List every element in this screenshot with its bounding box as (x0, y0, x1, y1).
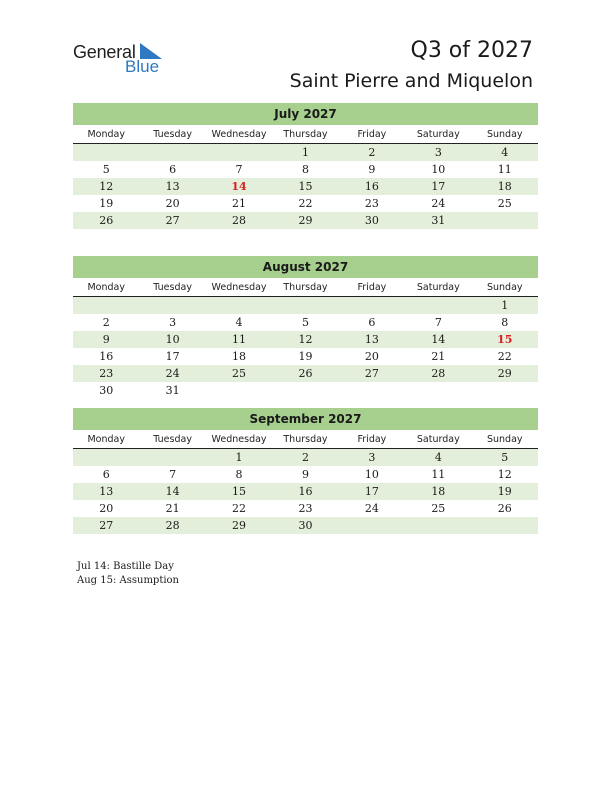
weekday-label: Sunday (486, 129, 523, 140)
day-cell: 25 (497, 197, 512, 210)
week-row (73, 348, 538, 365)
weekday-label: Thursday (283, 434, 328, 445)
day-cell: 23 (99, 367, 114, 380)
weekday-header-row (73, 431, 538, 449)
page-subtitle: Saint Pierre and Miquelon (289, 70, 533, 92)
weekday-header-row (73, 126, 538, 144)
weekday-label: Friday (357, 434, 387, 445)
day-cell: 16 (99, 350, 114, 363)
day-cell: 23 (298, 502, 313, 515)
day-cell: 1 (301, 146, 309, 159)
day-cell: 2 (368, 146, 376, 159)
weekday-label: Friday (357, 129, 387, 140)
weekday-label: Tuesday (153, 282, 192, 293)
day-cell: 3 (434, 146, 442, 159)
month-calendar-september (73, 408, 538, 534)
logo-blue-text: Blue (125, 57, 160, 76)
weekday-label: Monday (87, 129, 125, 140)
day-cell: 22 (232, 502, 247, 515)
day-cell: 5 (301, 316, 309, 329)
day-cell (272, 382, 338, 399)
day-cell: 12 (497, 468, 512, 481)
day-cell: 7 (169, 468, 177, 481)
day-cell: 28 (431, 367, 446, 380)
day-cell: 8 (301, 163, 309, 176)
week-row (73, 365, 538, 382)
day-cell (206, 144, 272, 161)
day-cell: 29 (232, 519, 247, 532)
week-row (73, 212, 538, 229)
day-cell: 31 (431, 214, 446, 227)
day-cell: 2 (102, 316, 110, 329)
day-cell: 22 (298, 197, 313, 210)
weekday-label: Thursday (283, 129, 328, 140)
week-row (73, 382, 538, 399)
week-row (73, 500, 538, 517)
day-cell (339, 382, 405, 399)
day-cell (73, 144, 139, 161)
day-cell: 26 (497, 502, 512, 515)
day-cell: 27 (99, 519, 114, 532)
day-cell: 18 (232, 350, 247, 363)
holiday-day-cell: 14 (231, 180, 247, 193)
day-cell: 28 (165, 519, 180, 532)
day-cell: 30 (99, 384, 114, 397)
weekday-label: Tuesday (153, 434, 192, 445)
day-cell: 7 (235, 163, 243, 176)
day-cell: 19 (99, 197, 114, 210)
day-cell: 6 (102, 468, 110, 481)
day-cell (405, 517, 471, 534)
day-cell: 24 (364, 502, 379, 515)
day-cell: 6 (368, 316, 376, 329)
day-cell: 30 (364, 214, 379, 227)
weekday-label: Sunday (486, 434, 523, 445)
day-cell: 26 (298, 367, 313, 380)
day-cell: 9 (368, 163, 376, 176)
day-cell: 16 (298, 485, 313, 498)
day-cell: 11 (497, 163, 512, 176)
day-cell: 1 (501, 299, 509, 312)
day-cell: 17 (364, 485, 379, 498)
day-cell (339, 517, 405, 534)
day-cell (272, 297, 338, 314)
day-cell: 4 (434, 451, 442, 464)
day-cell: 21 (232, 197, 247, 210)
day-cell: 6 (169, 163, 177, 176)
day-cell: 13 (99, 485, 114, 498)
day-cell: 30 (298, 519, 313, 532)
day-cell: 9 (102, 333, 110, 346)
weekday-label: Monday (87, 434, 125, 445)
day-cell: 20 (165, 197, 180, 210)
day-cell: 18 (431, 485, 446, 498)
holiday-note: Aug 15: Assumption (77, 575, 180, 586)
logo-general-text: General (73, 42, 136, 62)
day-cell (472, 212, 538, 229)
weekday-label: Friday (357, 282, 387, 293)
day-cell (73, 449, 139, 466)
day-cell: 21 (165, 502, 180, 515)
day-cell: 24 (431, 197, 446, 210)
day-cell: 25 (431, 502, 446, 515)
day-cell: 4 (501, 146, 509, 159)
week-row (73, 144, 538, 161)
month-title: August 2027 (73, 256, 538, 278)
day-cell: 5 (501, 451, 509, 464)
day-cell (139, 449, 205, 466)
weekday-header-row (73, 279, 538, 297)
day-cell: 2 (301, 451, 309, 464)
day-cell: 12 (298, 333, 313, 346)
day-cell: 10 (165, 333, 180, 346)
day-cell: 9 (301, 468, 309, 481)
weekday-label: Sunday (486, 282, 523, 293)
weekday-label: Saturday (416, 129, 460, 140)
day-cell: 14 (431, 333, 446, 346)
day-cell: 25 (232, 367, 247, 380)
week-row (73, 314, 538, 331)
day-cell: 7 (434, 316, 442, 329)
weekday-label: Saturday (416, 434, 460, 445)
week-row (73, 483, 538, 500)
day-cell: 3 (368, 451, 376, 464)
holiday-notes (77, 560, 179, 588)
day-cell: 15 (298, 180, 313, 193)
week-row (73, 331, 538, 348)
week-row (73, 178, 538, 195)
day-cell: 24 (165, 367, 180, 380)
weekday-label: Monday (87, 282, 125, 293)
day-cell (206, 382, 272, 399)
day-cell: 28 (232, 214, 247, 227)
day-cell: 1 (235, 451, 243, 464)
day-cell: 27 (165, 214, 180, 227)
day-cell: 27 (364, 367, 379, 380)
day-cell (339, 297, 405, 314)
weekday-label: Wednesday (211, 129, 267, 140)
day-cell: 10 (364, 468, 379, 481)
weekday-label: Thursday (283, 282, 328, 293)
day-cell (206, 297, 272, 314)
day-cell: 23 (364, 197, 379, 210)
week-row (73, 449, 538, 466)
weekday-label: Wednesday (211, 282, 267, 293)
month-calendar-july (73, 103, 538, 229)
day-cell: 10 (431, 163, 446, 176)
day-cell: 17 (431, 180, 446, 193)
day-cell (139, 144, 205, 161)
day-cell: 3 (169, 316, 177, 329)
holiday-note: Jul 14: Bastille Day (77, 561, 174, 572)
day-cell: 11 (232, 333, 247, 346)
generalblue-logo (73, 42, 173, 78)
day-cell: 22 (497, 350, 512, 363)
month-calendar-august (73, 256, 538, 399)
day-cell (405, 297, 471, 314)
day-cell: 15 (232, 485, 247, 498)
day-cell: 17 (165, 350, 180, 363)
day-cell: 20 (364, 350, 379, 363)
day-cell: 19 (497, 485, 512, 498)
holiday-day-cell: 15 (497, 333, 513, 346)
day-cell: 20 (99, 502, 114, 515)
day-cell: 13 (165, 180, 180, 193)
page-title: Q3 of 2027 (410, 38, 533, 63)
day-cell (139, 297, 205, 314)
day-cell: 4 (235, 316, 243, 329)
month-title: September 2027 (73, 408, 538, 430)
month-title: July 2027 (73, 103, 538, 125)
day-cell: 26 (99, 214, 114, 227)
day-cell: 16 (364, 180, 379, 193)
day-cell (472, 517, 538, 534)
day-cell: 29 (298, 214, 313, 227)
week-row (73, 517, 538, 534)
week-row (73, 161, 538, 178)
day-cell (472, 382, 538, 399)
day-cell (73, 297, 139, 314)
day-cell: 19 (298, 350, 313, 363)
day-cell: 8 (501, 316, 509, 329)
day-cell: 5 (102, 163, 110, 176)
day-cell: 8 (235, 468, 243, 481)
day-cell: 11 (431, 468, 446, 481)
day-cell: 31 (165, 384, 180, 397)
day-cell: 21 (431, 350, 446, 363)
weekday-label: Wednesday (211, 434, 267, 445)
day-cell: 14 (165, 485, 180, 498)
week-row (73, 297, 538, 314)
week-row (73, 195, 538, 212)
day-cell: 29 (497, 367, 512, 380)
weekday-label: Tuesday (153, 129, 192, 140)
day-cell: 12 (99, 180, 114, 193)
week-row (73, 466, 538, 483)
day-cell: 18 (497, 180, 512, 193)
day-cell: 13 (364, 333, 379, 346)
day-cell (405, 382, 471, 399)
weekday-label: Saturday (416, 282, 460, 293)
